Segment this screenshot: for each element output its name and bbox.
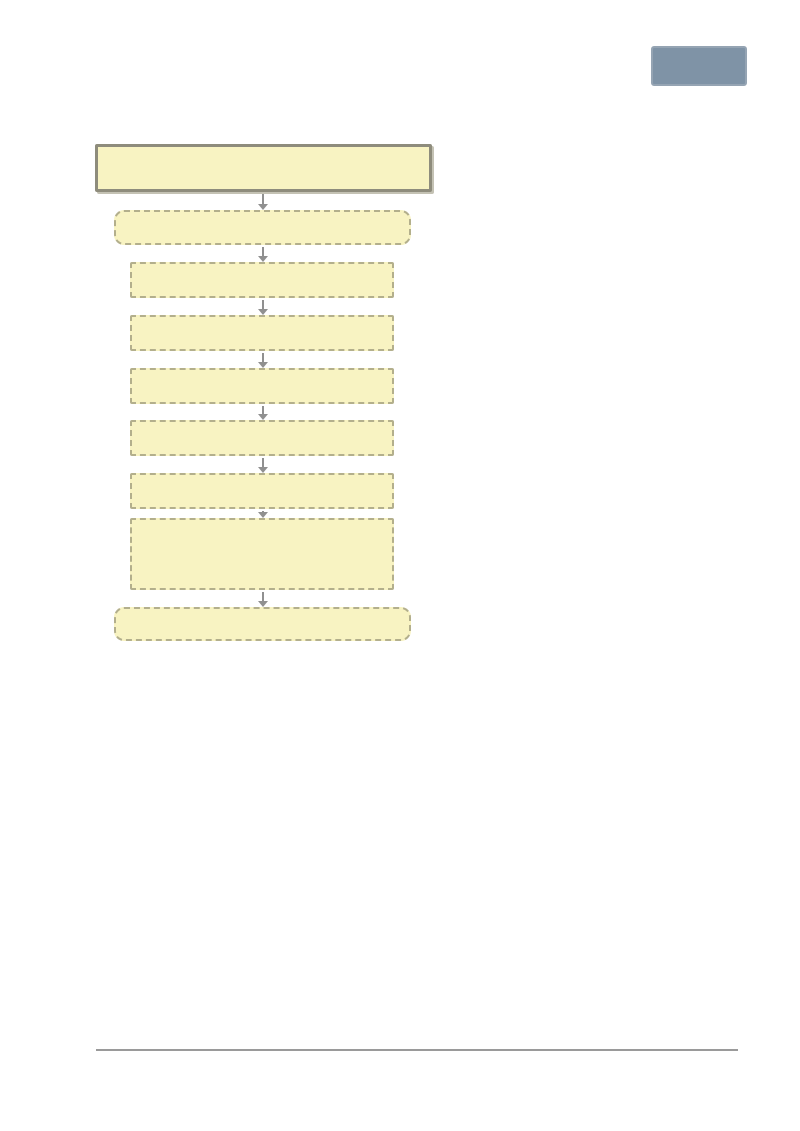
flowchart-arrow [262,194,264,208]
flowchart-box-6 [130,420,394,456]
flowchart-box-4 [130,315,394,351]
header-badge [651,46,747,86]
step-heading [96,807,156,823]
footer-rule [96,1049,738,1051]
subsection-heading [96,753,228,769]
section-heading [96,677,354,695]
flowchart-box-1 [95,144,432,192]
flowchart-box-8 [130,518,394,590]
flowchart-arrow [262,300,264,313]
flowchart-box-3 [130,262,394,298]
flowchart-box-9 [114,607,411,641]
flowchart-box-7 [130,473,394,509]
flowchart-arrow [262,353,264,366]
flowchart-box-5 [130,368,394,404]
flowchart-arrow [262,511,264,516]
flowchart-title [96,120,356,138]
flowchart-arrow [262,406,264,418]
flowchart-box-2 [114,210,411,245]
flowchart-arrow [262,247,264,260]
step-heading [96,882,156,898]
flowchart-arrow [262,592,264,605]
flowchart-arrow [262,458,264,471]
